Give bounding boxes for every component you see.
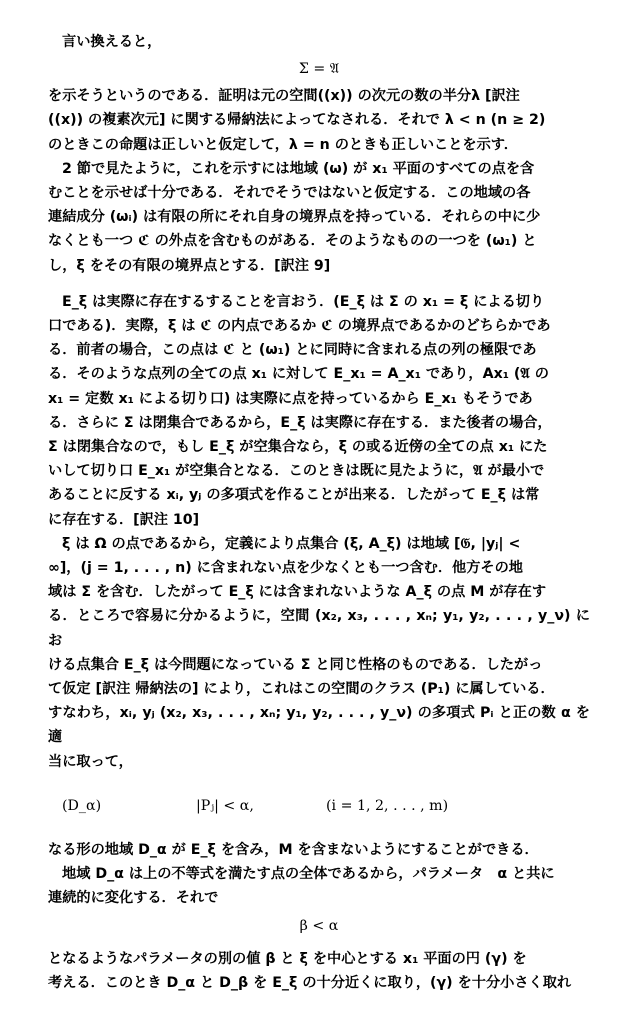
para-region-d-alpha xyxy=(48,838,590,862)
paragraph-gap xyxy=(48,278,590,290)
line: ける点集合 E_ξ は今問題になっている Σ と同じ性格のものである．したがっ xyxy=(48,656,543,673)
line: すなわち，xᵢ, yⱼ (x₂, x₃, . . . , xₙ; y₁, y₂, . . . , y_ν) の多項式 Pᵢ と正の数 α を適 xyxy=(48,705,590,746)
line: を示そうというのである．証明は元の空間((x)) の次元の数の半分λ [訳注 xyxy=(48,88,520,105)
line: ∞]，(j = 1, . . . , n) に含まれない点を少なくとも一つ含む．他方その地 xyxy=(48,560,523,577)
para-intro xyxy=(48,30,590,54)
display-equation-1: Σ = 𝔄 xyxy=(298,61,340,78)
para-parameter xyxy=(48,862,590,910)
line: あることに反する xᵢ, yⱼ の多項式を作ることが出来る．したがって E_ξ は常 xyxy=(48,487,540,504)
line: x₁ = 定数 x₁ による切り口) は実際に点を持っているから E_x₁ もそうであ xyxy=(48,390,533,407)
line: なる形の地域 D_α が E_ξ を含み，M を含まないようにすることができる． xyxy=(48,841,539,858)
line: 域は Σ を含む．したがって E_ξ には含まれないような A_ξ の点 M が存在す xyxy=(48,584,547,601)
line: いして切り口 E_x₁ が空集合となる．このときは既に見たように，𝔄 が最小で xyxy=(48,463,545,480)
line: て仮定 [訳注 帰納法の] により，これはこの空間のクラス (P₁) に属している． xyxy=(48,681,555,698)
line: 連続的に変化する．それで xyxy=(48,890,219,907)
line: Σ は閉集合なので，もし E_ξ が空集合なら，ξ の或る近傍の全ての点 x₁ にた xyxy=(48,439,548,456)
para-beta xyxy=(48,947,590,995)
paragraph-gap xyxy=(48,826,590,838)
para-xi-omega xyxy=(48,532,590,774)
line: むことを示せば十分である．それでそうではないと仮定する．この地域の各 xyxy=(48,185,531,202)
line: なくとも一つ ℭ の外点を含むものがある．そのようなものの一つを (ω₁) と xyxy=(48,233,537,250)
equation-range: (i = 1, 2, . . . , m) xyxy=(326,797,449,814)
line: 連結成分 (ωᵢ) は有限の所にそれ自身の境界点を持っている．それらの中に少 xyxy=(48,209,541,226)
display-equation-d-alpha xyxy=(48,786,590,826)
line: 2 節で見たように，これを示すには地域 (ω) が x₁ 平面のすべての点を含 xyxy=(62,160,535,177)
equation-body: |Pⱼ| < α, xyxy=(196,797,254,814)
para-proof xyxy=(48,84,590,157)
para-e-xi xyxy=(48,290,590,532)
line: 地域 D_α は上の不等式を満たす点の全体であるから，パラメータ α と共に xyxy=(62,866,555,883)
line: 口である)．実際，ξ は ℭ の内点であるか ℭ の境界点であるかのどちらかであ xyxy=(48,318,551,335)
line: のときこの命題は正しいと仮定して，λ = n のときも正しいことを示す． xyxy=(48,136,518,153)
line: 考える．このとき D_α と D_β を E_ξ の十分近くに取り，(γ) を十分小さく取れ xyxy=(48,974,572,991)
line: し，ξ をその有限の境界点とする．[訳注 9] xyxy=(48,257,331,274)
line: に存在する．[訳注 10] xyxy=(48,511,200,528)
line: となるようなパラメータの別の値 β と ξ を中心とする x₁ 平面の円 (γ) を xyxy=(48,950,527,967)
line: ξ は Ω の点であるから，定義により点集合 (ξ, A_ξ) は地域 [𝔊, |yⱼ| < xyxy=(62,535,521,552)
paragraph-gap xyxy=(48,774,590,786)
line: 言い換えると， xyxy=(62,34,162,50)
line: る．さらに Σ は閉集合であるから，E_ξ は実際に存在する．また後者の場合， xyxy=(48,414,552,431)
equation-label: (D_α) xyxy=(62,797,102,814)
line: ((x)) の複素次元] に関する帰納法によってなされる．それで λ < n (n ≥ 2) xyxy=(48,112,546,129)
line: る．ところで容易に分かるように，空間 (x₂, x₃, . . . , xₙ; y₁, y₂, . . . , y_ν) にお xyxy=(48,608,590,649)
para-section2 xyxy=(48,157,590,278)
line: る．前者の場合，この点は ℭ と (ω₁) とに同時に含まれる点の列の極限であ xyxy=(48,342,537,359)
display-equation-2: β < α xyxy=(299,917,339,934)
line: 当に取って， xyxy=(48,753,133,770)
line: る．そのような点列の全ての点 x₁ に対して E_x₁ = A_x₁ であり，Ax₁ (𝔄 の xyxy=(48,366,549,383)
line: E_ξ は実際に存在するすることを言おう．(E_ξ は Σ の x₁ = ξ による切り xyxy=(62,293,545,310)
